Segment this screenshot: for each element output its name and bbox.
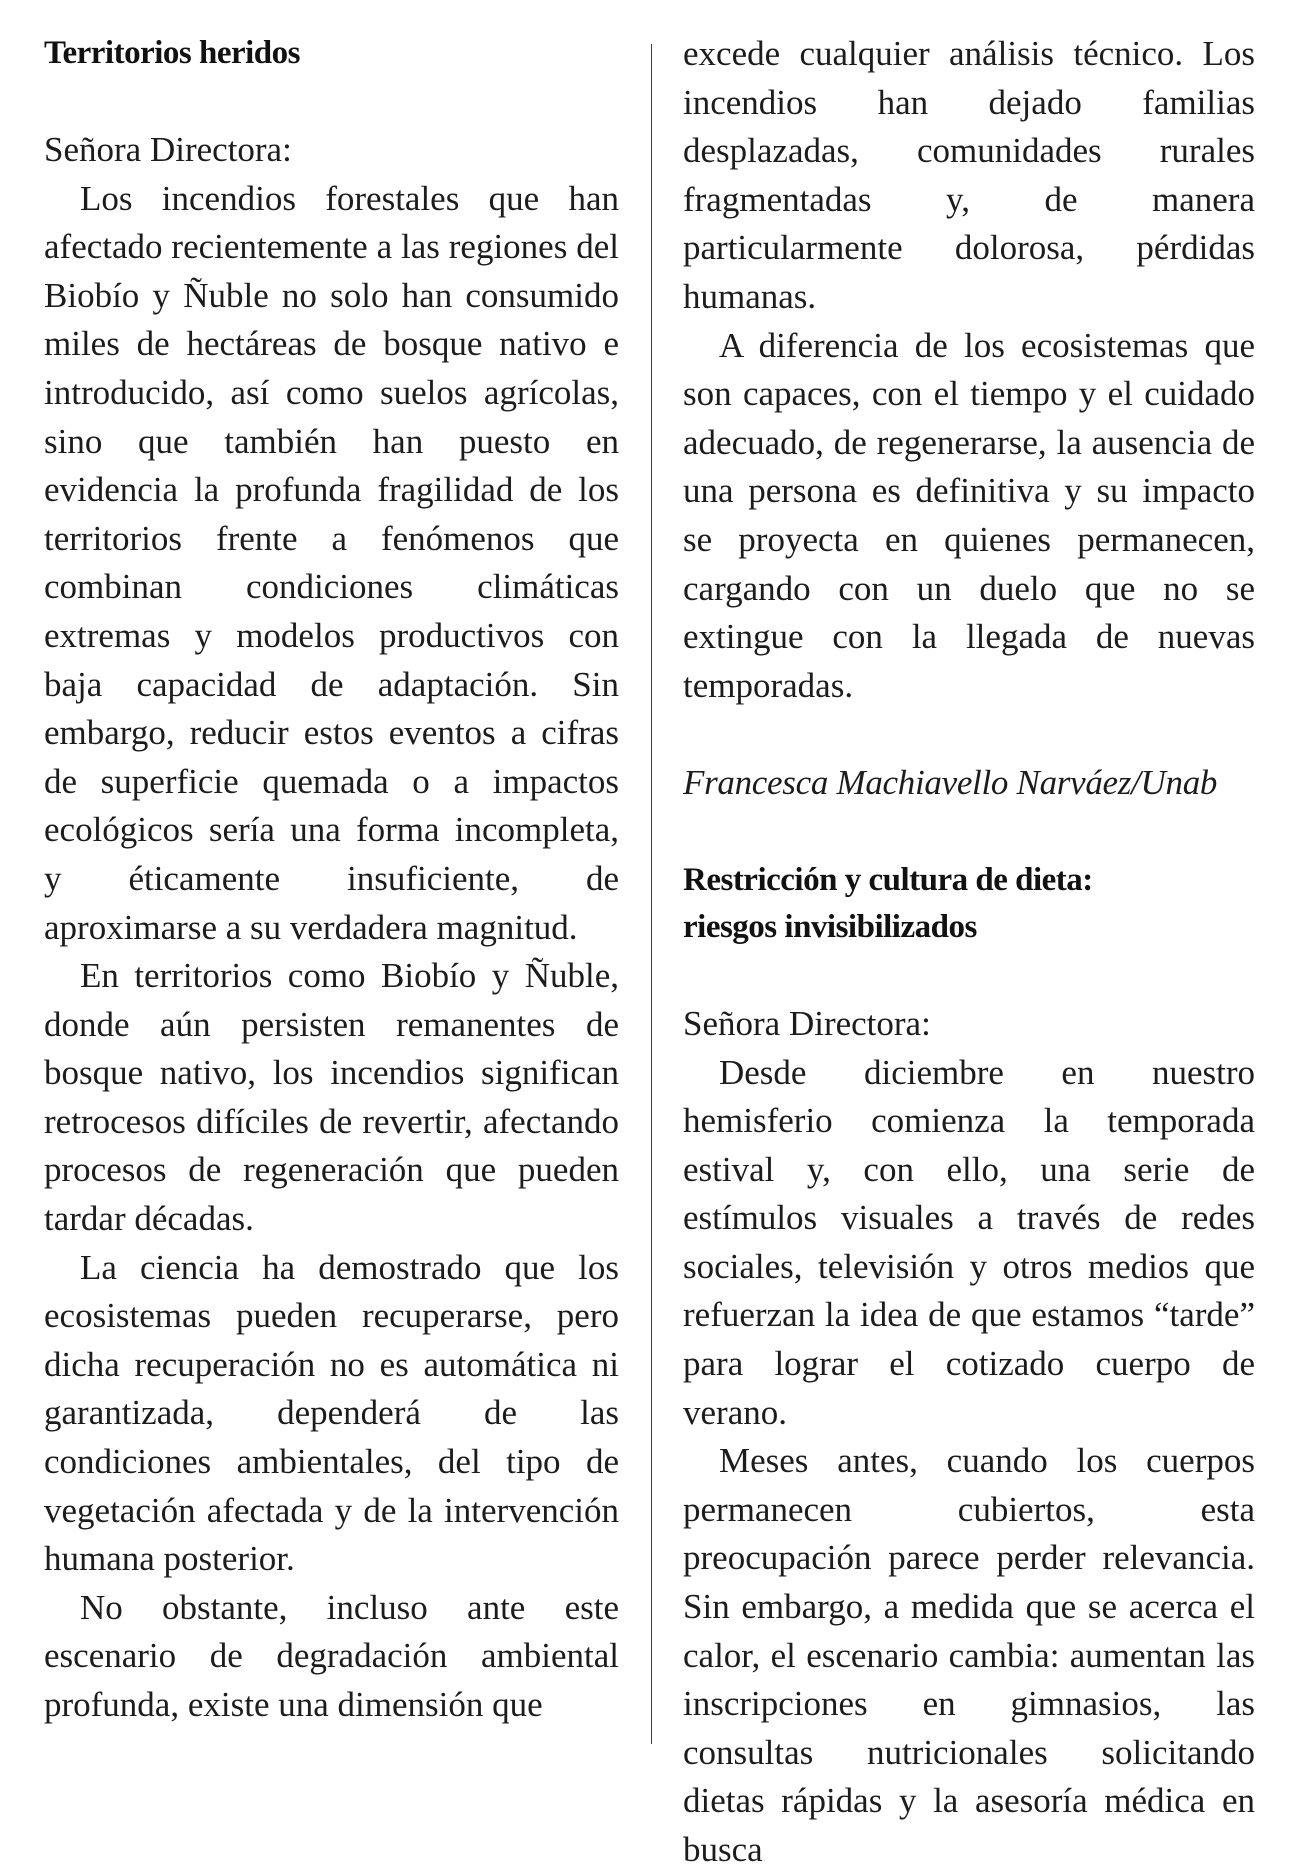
letter1-signature: Francesca Machiavello Narváez/Unab <box>683 763 1218 803</box>
letter1-paragraph-4-start: No obstante, incluso ante este escenario de degradación ambiental profunda, existe una dimensión que <box>44 1587 619 1724</box>
spacer <box>683 808 1255 857</box>
letter2-paragraph-2: Meses antes, cuando los cuerpos permanecen cubiertos, esta preocupación parece perder relevancia. Sin embargo, a medida que se acerca el calor, el escenario cambia: aumentan las inscripciones en gimnasios, las consultas nutricionales solicitando dietas rápidas y la asesoría médica en busca <box>683 1441 1255 1869</box>
letter2-paragraph-1: Desde diciembre en nuestro hemisferio comienza la temporada estival y, con ello, una serie de estímulos visuales a través de redes sociales, televisión y otros medios que refuerzan la idea de que estamos “tarde” para lograr el cotizado cuerpo de verano. <box>683 1052 1255 1432</box>
column-divider <box>651 44 652 1744</box>
letter2-title: Restricción y cultura de dieta: riesgos invisibilizados <box>683 861 1093 945</box>
letter1-paragraph-4-end: excede cualquier análisis técnico. Los incendios han dejado familias desplazadas, comunidades rurales fragmentadas y, de manera particularmente dolorosa, pérdidas humanas. <box>683 34 1255 316</box>
letter1-paragraph-1: Los incendios forestales que han afectado recientemente a las regiones del Biobío y Ñuble no solo han consumido miles de hectáreas de bosque nativo e introducido, así como suelos agrícolas, sino que también han puesto en evidencia la profunda fragilidad de los territorios frente a fenómenos que combinan condiciones climáticas extremas y modelos productivos con baja capacidad de adaptación. Sin embargo, reducir estos eventos a cifras de superficie quemada o a impactos ecológicos sería una forma incompleta, y éticamente insuficiente, de aproximarse a su verdadera magnitud. <box>44 178 619 947</box>
spacer <box>44 77 619 126</box>
spacer <box>683 710 1255 759</box>
letter1-salutation: Señora Directora: <box>44 130 292 169</box>
letter1-paragraph-3: La ciencia ha demostrado que los ecosistemas pueden recuperarse, pero dicha recuperación no es automática ni garantizada, dependerá de las condiciones ambientales, del tipo de vegetación afectada y de la intervención humana posterior. <box>44 1247 619 1579</box>
spacer <box>683 951 1255 1000</box>
right-column <box>683 30 1255 1875</box>
letter1-title: Territorios heridos <box>44 35 300 71</box>
letter2-salutation: Señora Directora: <box>683 1003 931 1043</box>
left-column <box>44 30 619 1730</box>
letter1-paragraph-5: A diferencia de los ecosistemas que son capaces, con el tiempo y el cuidado adecuado, de regenerarse, la ausencia de una persona es definitiva y su impacto se proyecta en quienes permanecen, cargando con un duelo que no se extingue con la llegada de nuevas temporadas. <box>683 325 1255 705</box>
letter1-paragraph-2: En territorios como Biobío y Ñuble, donde aún persisten remanentes de bosque nativo, los incendios significan retrocesos difíciles de revertir, afectando procesos de regeneración que pueden tardar décadas. <box>44 956 619 1239</box>
